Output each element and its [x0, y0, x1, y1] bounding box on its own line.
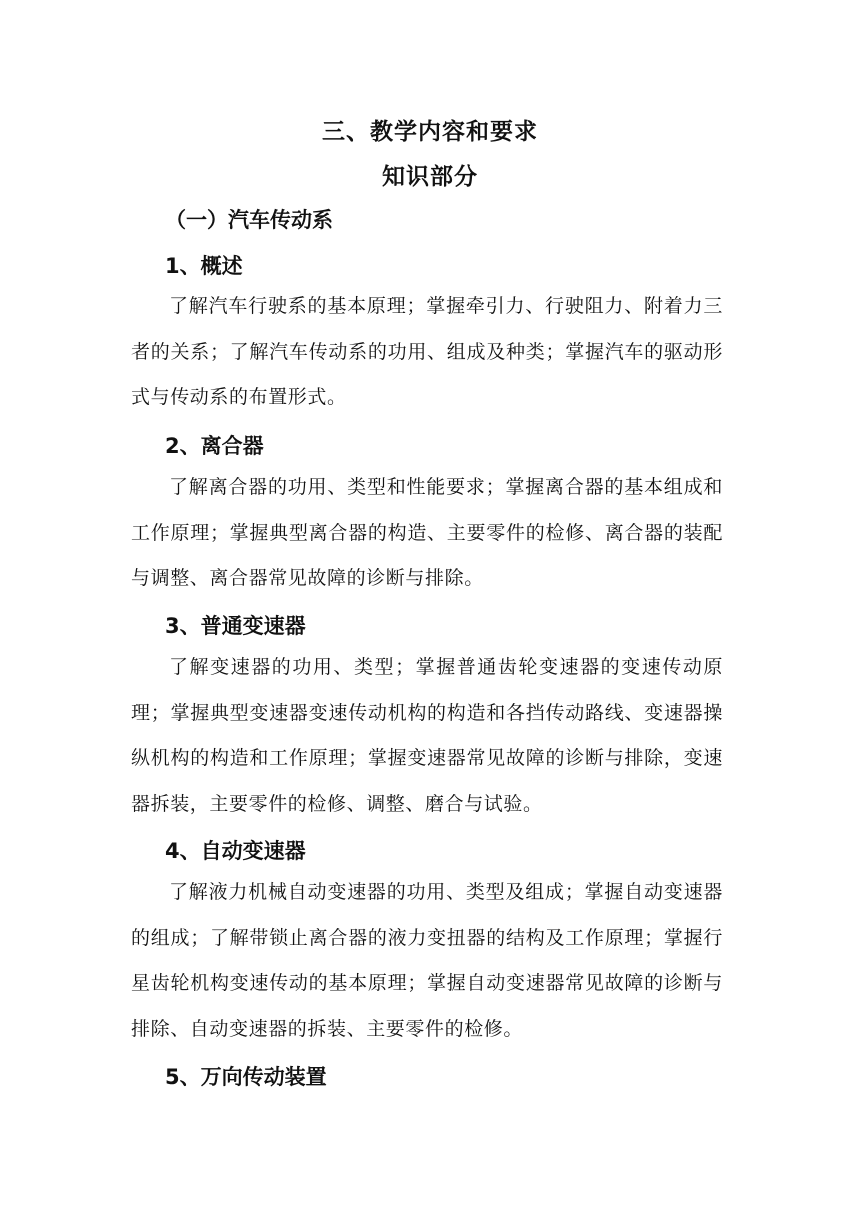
item-paragraph-clutch: 了解离合器的功用、类型和性能要求；掌握离合器的基本组成和工作原理；掌握典型离合器的构造、主要零件的检修、离合器的装配与调整、离合器常见故障的诊断与排除。: [131, 476, 723, 589]
item-paragraph-overview: 了解汽车行驶系的基本原理；掌握牵引力、行驶阻力、附着力三者的关系；了解汽车传动系的功用、组成及种类；掌握汽车的驱动形式与传动系的布置形式。: [131, 295, 723, 408]
subtitle: 知识部分: [382, 164, 478, 190]
item-heading-universal-joint: 5、万向传动装置: [165, 1065, 327, 1089]
item-heading-automatic-transmission: 4、自动变速器: [165, 839, 306, 863]
chapter-heading: （一）汽车传动系: [165, 208, 333, 232]
item-heading-manual-transmission: 3、普通变速器: [165, 614, 306, 638]
item-paragraph-automatic-transmission: 了解液力机械自动变速器的功用、类型及组成；掌握自动变速器的组成；了解带锁止离合器的液力变扭器的结构及工作原理；掌握行星齿轮机构变速传动的基本原理；掌握自动变速器常见故障的诊断与排除、自动变速器的拆装、主要零件的检修。: [131, 881, 723, 1040]
item-heading-overview: 1、概述: [165, 254, 243, 278]
item-heading-clutch: 2、离合器: [165, 434, 264, 458]
item-paragraph-manual-transmission: 了解变速器的功用、类型；掌握普通齿轮变速器的变速传动原理；掌握典型变速器变速传动机构的构造和各挡传动路线、变速器操纵机构的构造和工作原理；掌握变速器常见故障的诊断与排除，变速器拆装，主要零件的检修、调整、磨合与试验。: [131, 656, 723, 815]
section-title: 三、教学内容和要求: [322, 119, 538, 145]
